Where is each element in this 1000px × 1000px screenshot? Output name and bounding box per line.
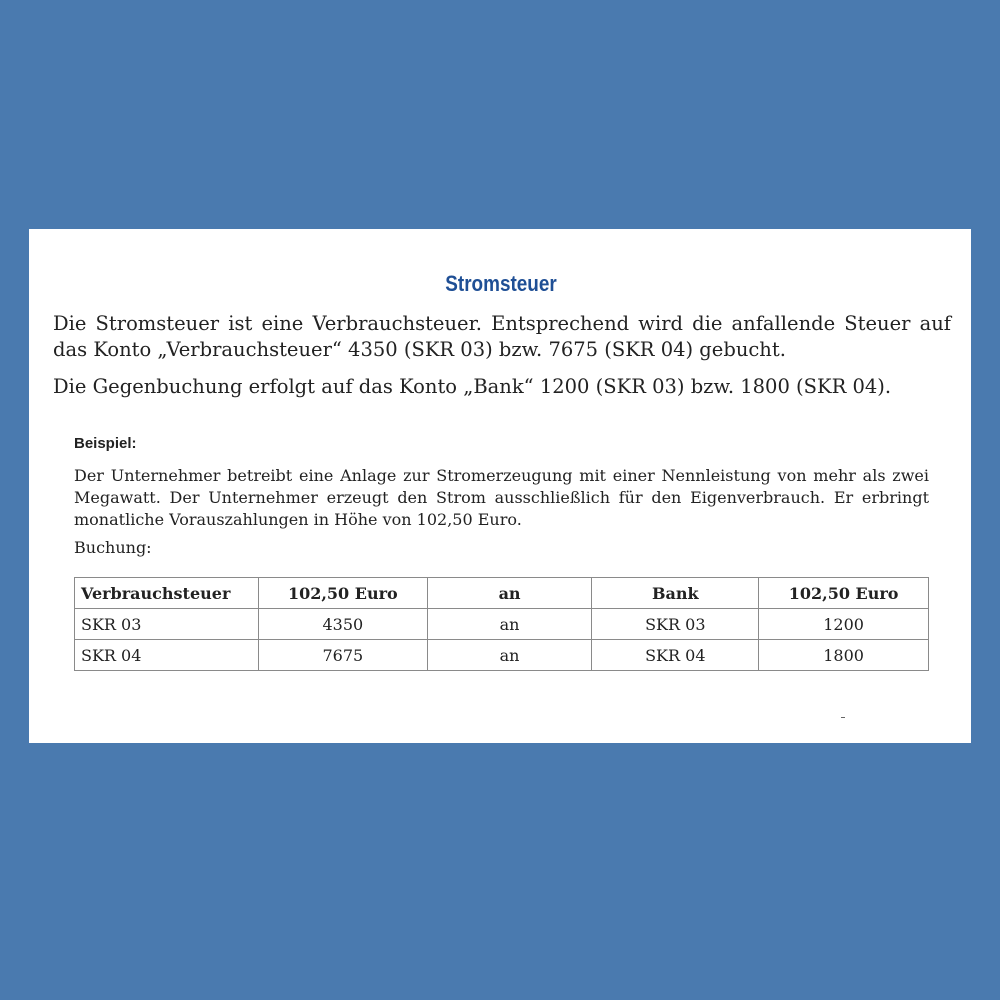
page-title: Stromsteuer <box>445 271 557 296</box>
table-cell: an <box>427 640 592 671</box>
booking-table <box>74 577 929 671</box>
table-cell: 1200 <box>759 609 929 640</box>
table-cell: an <box>427 609 592 640</box>
table-header-cell: Verbrauchsteuer <box>75 578 259 609</box>
document-card <box>29 229 971 743</box>
intro-paragraph-2: Die Gegenbuchung erfolgt auf das Konto „Bank“ 1200 (SKR 03) bzw. 1800 (SKR 04). <box>53 375 892 398</box>
example-text: Der Unternehmer betreibt eine Anlage zur Stromerzeugung mit einer Nennleistung von mehr als zwei Megawatt. Der Unternehmer erzeugt den Strom ausschließlich für den Eigenverbrauch. Er erbringt monatliche Vorauszahlungen in Höhe von 102,50 Euro. <box>74 466 929 529</box>
booking-label: Buchung: <box>74 538 152 557</box>
table-header-cell: an <box>427 578 592 609</box>
stray-mark <box>841 717 845 718</box>
table-cell: SKR 03 <box>592 609 759 640</box>
intro-paragraph-1: Die Stromsteuer ist eine Verbrauchsteuer. Entsprechend wird die anfallende Steuer auf das Konto „Verbrauchsteuer“ 4350 (SKR 03) bzw. 7675 (SKR 04) gebucht. <box>53 312 951 361</box>
table-row <box>75 640 929 671</box>
table-row <box>75 609 929 640</box>
table-cell: SKR 04 <box>75 640 259 671</box>
example-heading: Beispiel: <box>74 435 137 452</box>
table-cell: 4350 <box>258 609 427 640</box>
table-header-cell: Bank <box>592 578 759 609</box>
table-cell: SKR 03 <box>75 609 259 640</box>
table-cell: 7675 <box>258 640 427 671</box>
table-header-cell: 102,50 Euro <box>759 578 929 609</box>
table-header-row <box>75 578 929 609</box>
table-header-cell: 102,50 Euro <box>258 578 427 609</box>
table-cell: 1800 <box>759 640 929 671</box>
table-cell: SKR 04 <box>592 640 759 671</box>
